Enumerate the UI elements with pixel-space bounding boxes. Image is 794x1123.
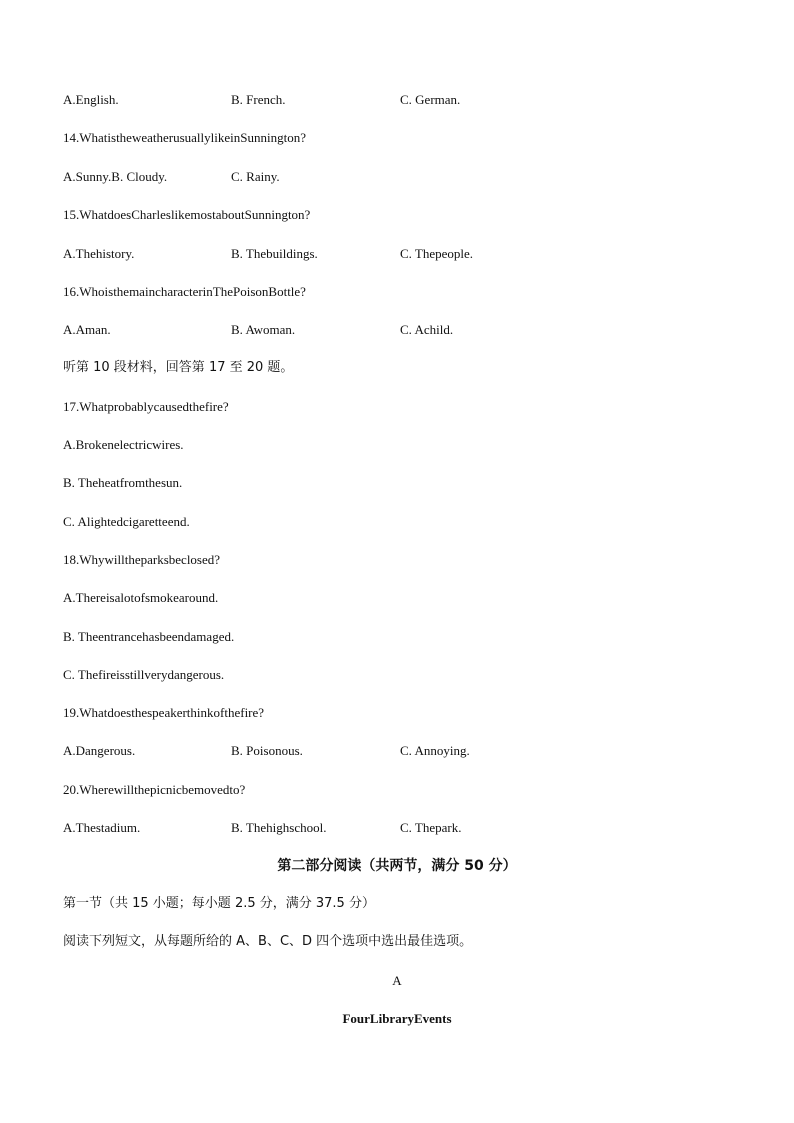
q17-option-c: C. Alightedcigaretteend. <box>63 514 190 529</box>
q19-option-c: C. Annoying. <box>400 743 470 758</box>
q16-option-a: A.Aman. <box>63 322 111 337</box>
reading-instruction: 阅读下列短文，从每题所给的 A、B、C、D 四个选项中选出最佳选项。 <box>63 934 473 949</box>
q20-option-c: C. Thepark. <box>400 820 462 835</box>
q13-option-b: B. French. <box>231 92 286 107</box>
q17-option-b: B. Theheatfromthesun. <box>63 475 183 490</box>
q17-option-a: A.Brokenelectricwires. <box>63 437 184 452</box>
q18-question: 18.Whywilltheparksbeclosed? <box>63 552 221 567</box>
q14-question: 14.WhatistheweatherusuallylikeinSunnington? <box>63 130 306 145</box>
q20-question: 20.Wherewillthepicnicbemovedto? <box>63 782 246 797</box>
part2-title: 第二部分阅读（共两节，满分 50 分） <box>277 858 517 874</box>
q16-question: 16.WhoisthemaincharacterinThePoisonBottle? <box>63 284 306 299</box>
q17-question: 17.Whatprobablycausedthefire? <box>63 399 229 414</box>
q20-option-a: A.Thestadium. <box>63 820 141 835</box>
q18-option-a: A.Thereisalotofsmokearound. <box>63 590 219 605</box>
q15-option-b: B. Thebuildings. <box>231 246 318 261</box>
q14-option-ab: A.Sunny.B. Cloudy. <box>63 169 168 184</box>
q20-option-b: B. Thehighschool. <box>231 820 327 835</box>
passage-letter: A <box>392 973 402 988</box>
q18-option-b: B. Theentrancehasbeendamaged. <box>63 629 235 644</box>
q15-option-a: A.Thehistory. <box>63 246 135 261</box>
section-instruction: 听第 10 段材料，回答第 17 至 20 题。 <box>63 360 294 375</box>
q14-option-c: C. Rainy. <box>231 169 280 184</box>
q19-option-b: B. Poisonous. <box>231 743 303 758</box>
q16-option-b: B. Awoman. <box>231 322 296 337</box>
q19-option-a: A.Dangerous. <box>63 743 136 758</box>
section1-heading: 第一节（共 15 小题；每小题 2.5 分，满分 37.5 分） <box>63 896 375 911</box>
q18-option-c: C. Thefireisstillverydangerous. <box>63 667 225 682</box>
q19-question: 19.Whatdoesthespeakerthinkofthefire? <box>63 705 265 720</box>
q13-option-c: C. German. <box>400 92 461 107</box>
q13-option-a: A.English. <box>63 92 119 107</box>
q15-option-c: C. Thepeople. <box>400 246 474 261</box>
q15-question: 15.WhatdoesCharleslikemostaboutSunnington? <box>63 207 311 222</box>
passage-title: FourLibraryEvents <box>342 1011 452 1026</box>
q16-option-c: C. Achild. <box>400 322 454 337</box>
